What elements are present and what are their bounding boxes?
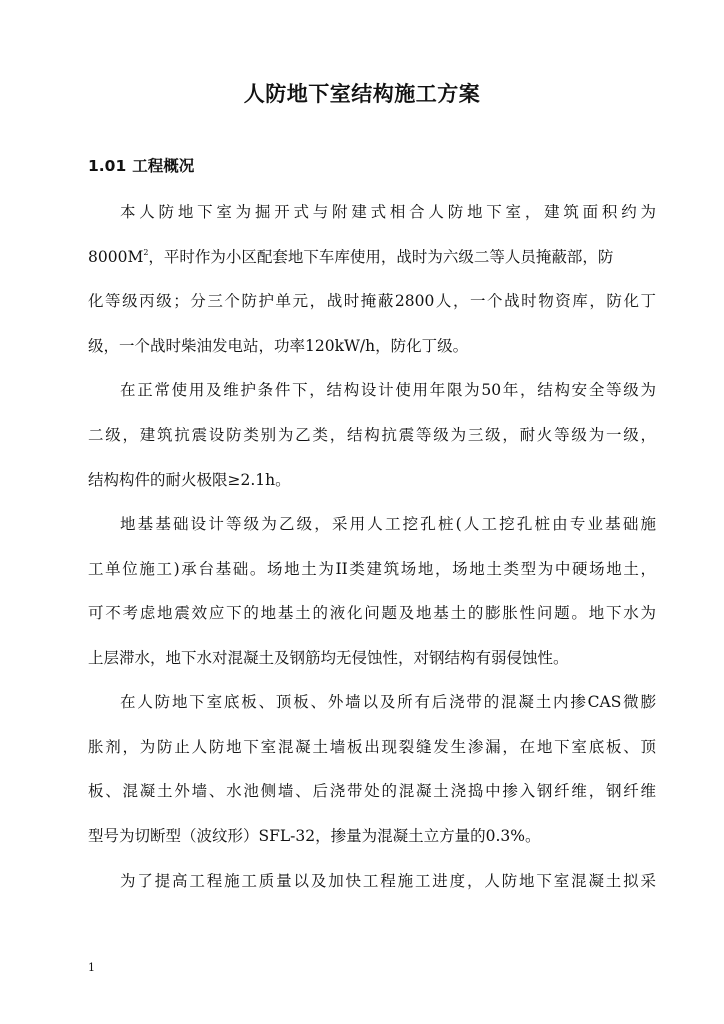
paragraph-line: 级，一个战时柴油发电站，功率120kW/h，防化丁级。	[88, 337, 469, 355]
document-title: 人防地下室结构施工方案	[243, 82, 481, 106]
area-value: 8000M	[88, 248, 144, 266]
section-title: 工程概况	[132, 157, 195, 175]
paragraph-line: 为了提高工程施工质量以及加快工程施工进度，人防地下室混凝土拟采	[120, 872, 656, 890]
paragraph-line: 在正常使用及维护条件下，结构设计使用年限为50年，结构安全等级为	[120, 381, 656, 399]
paragraph-line: 化等级丙级；分三个防护单元，战时掩蔽2800人，一个战时物资库，防化丁	[88, 292, 656, 310]
paragraph-line	[88, 247, 613, 267]
paragraph-line: 上层滞水，地下水对混凝土及钢筋均无侵蚀性，对钢结构有弱侵蚀性。	[88, 649, 569, 667]
paragraph-line: 结构构件的耐火极限≥2.1h。	[88, 471, 291, 489]
paragraph-line: 胀剂，为防止人防地下室混凝土墙板出现裂缝发生渗漏，在地下室底板、顶	[88, 738, 656, 756]
paragraph-line: 工单位施工)承台基础。场地土为II类建筑场地，场地土类型为中硬场地土，	[88, 560, 656, 578]
paragraph-line: 二级，建筑抗震设防类别为乙类，结构抗震等级为三级，耐火等级为一级，	[88, 426, 656, 444]
section-number: 1.01	[88, 157, 127, 175]
paragraph-line: 型号为切断型（波纹形）SFL-32，掺量为混凝土立方量的0.3%。	[88, 827, 541, 845]
page-number: 1	[88, 961, 95, 974]
paragraph-line-text: ，平时作为小区配套地下车库使用，战时为六级二等人员掩蔽部，防	[148, 248, 614, 266]
paragraph-line: 在人防地下室底板、顶板、外墙以及所有后浇带的混凝土内掺CAS微膨	[120, 693, 656, 711]
paragraph-line: 地基基础设计等级为乙级，采用人工挖孔桩(人工挖孔桩由专业基础施	[120, 515, 656, 533]
section-heading	[88, 154, 194, 176]
paragraph-line: 本人防地下室为掘开式与附建式相合人防地下室，建筑面积约为	[120, 203, 656, 221]
paragraph-line: 板、混凝土外墙、水池侧墙、后浇带处的混凝土浇捣中掺入钢纤维，钢纤维	[88, 782, 656, 800]
area-unit-superscript: 2	[143, 248, 149, 257]
paragraph-line: 可不考虑地震效应下的地基土的液化问题及地基土的膨胀性问题。地下水为	[88, 604, 656, 622]
